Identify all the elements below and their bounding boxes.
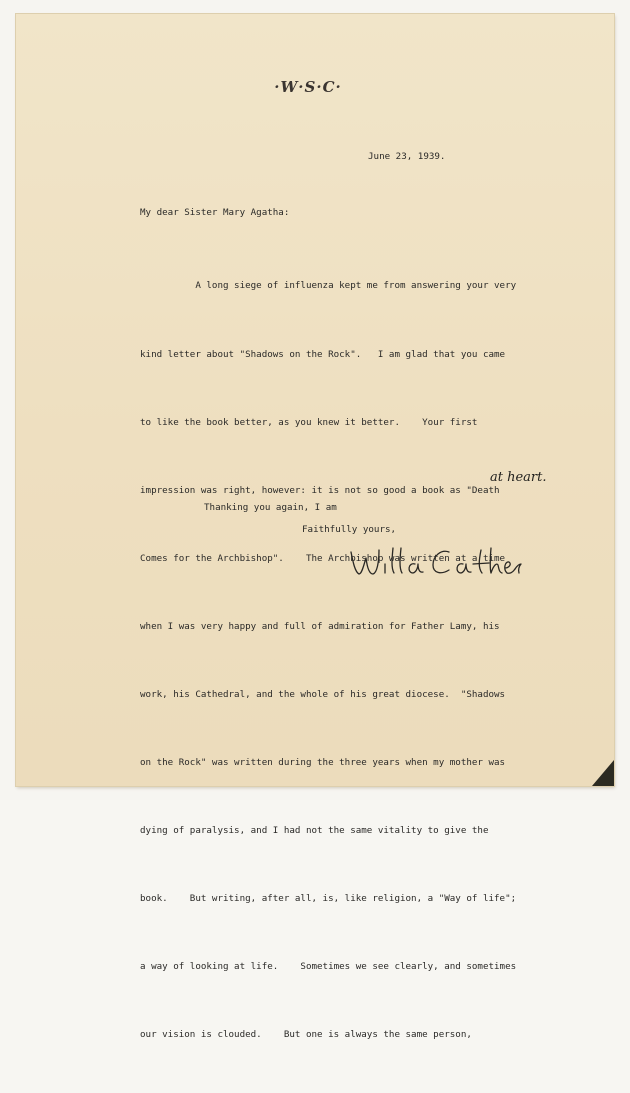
- body-line: work, his Cathedral, and the whole of his great diocese. "Shadows: [140, 688, 506, 700]
- body-line: when I was very happy and full of admiration for Father Lamy, his: [140, 620, 500, 632]
- body-line: to like the book better, as you knew it better. Your first: [140, 416, 478, 428]
- body-line: book. But writing, after all, is, like religion, a "Way of life";: [140, 893, 517, 905]
- body-line: kind letter about "Shadows on the Rock". I am glad that you came: [140, 348, 506, 360]
- letterhead-monogram: ·W·S·C·: [274, 78, 342, 96]
- letter-body: [140, 230, 516, 1093]
- page-corner-shadow: [592, 760, 614, 786]
- handwritten-insert: at heart.: [490, 470, 547, 485]
- body-line: A long siege of influenza kept me from answering your very: [140, 280, 517, 292]
- body-line: our vision is clouded. But one is always the same person,: [140, 1029, 472, 1041]
- body-line: Comes for the Archbishop". The Archbishop was written at a time: [140, 552, 506, 564]
- body-line: a way of looking at life. Sometimes we see clearly, and sometimes: [140, 961, 517, 973]
- body-line: dying of paralysis, and I had not the same vitality to give the: [140, 825, 489, 837]
- handwritten-signature: [345, 540, 525, 590]
- salutation: My dear Sister Mary Agatha:: [140, 207, 290, 218]
- closing-line: Thanking you again, I am: [204, 502, 337, 513]
- body-line: on the Rock" was written during the three years when my mother was: [140, 757, 506, 769]
- body-line: impression was right, however: it is not so good a book as "Death: [140, 484, 500, 496]
- letter-date: June 23, 1939.: [368, 151, 446, 162]
- signoff: Faithfully yours,: [302, 524, 397, 535]
